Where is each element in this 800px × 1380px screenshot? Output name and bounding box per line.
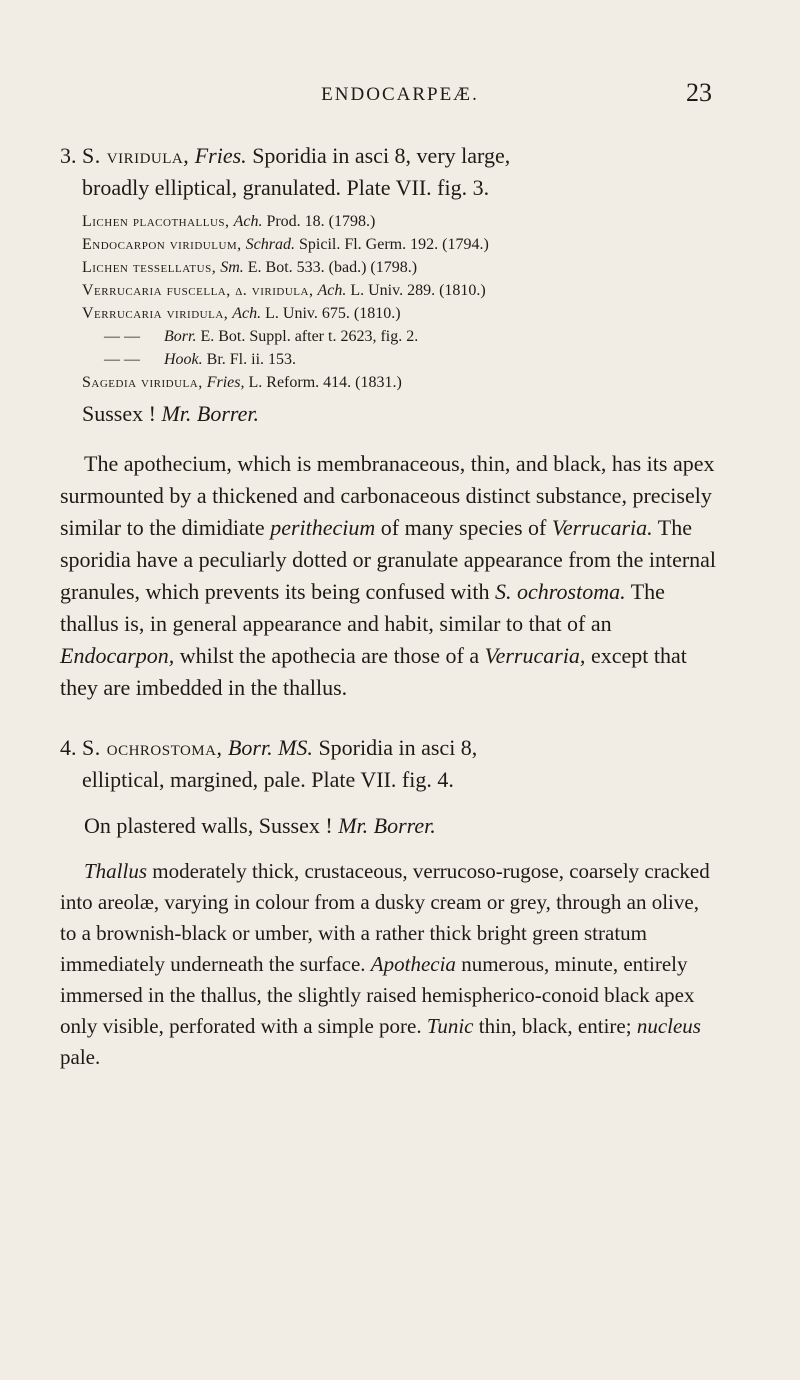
synonym: Lichen tessellatus, Sm. E. Bot. 533. (bad.) (1798.) bbox=[82, 259, 418, 276]
species-3-discussion: The apothecium, which is membranaceous, thin, and black, has its apex surmounted by a thickened and carbonaceous distinct substance, precisely similar to the dimidiate perithecium of many species of Verrucaria. The sporidia have a peculiarly dotted or granulate appearance from the internal granules, which prevents its being confused with S. ochrostoma. The thallus is, in general appearance and habit, similar to that of an Endocarpon, whilst the apothecia are those of a Verrucaria, except that they are imbedded in the thallus. bbox=[60, 451, 717, 700]
synonym: — — Borr. E. Bot. Suppl. after t. 2623, fig. 2. bbox=[104, 328, 419, 345]
species-name: S. viridula, bbox=[82, 143, 190, 168]
species-number: 4. bbox=[60, 735, 77, 760]
species-4-description: Thallus moderately thick, crustaceous, verrucoso-rugose, coarsely cracked into areolæ, varying in colour from a dusky cream or grey, through an olive, to a brownish-black or umber, with a rather thick bright green stratum immediately underneath the surface. Apothecia numerous, minute, entirely immersed in the thallus, the slightly raised hemispherico-conoid black apex only visible, perforated with a simple pore. Tunic thin, black, entire; nucleus pale. bbox=[60, 859, 710, 1069]
species-name: S. ochrostoma, bbox=[82, 735, 223, 760]
locality: Sussex ! Mr. Borrer. bbox=[82, 401, 260, 426]
running-title: ENDOCARPEÆ. bbox=[321, 84, 479, 105]
synonym: Verrucaria fuscella, δ. viridula, Ach. L. Univ. 289. (1810.) bbox=[82, 282, 486, 299]
synonym: Lichen placothallus, Ach. Prod. 18. (1798.) bbox=[82, 213, 376, 230]
diagnosis-line-1: Sporidia in asci 8, very large, bbox=[252, 143, 511, 168]
habitat: On plastered walls, Sussex ! Mr. Borrer. bbox=[84, 813, 436, 838]
running-head bbox=[0, 78, 800, 108]
species-4-heading bbox=[60, 732, 720, 796]
synonym: Sagedia viridula, Fries, L. Reform. 414. (1831.) bbox=[82, 374, 402, 391]
species-number: 3. bbox=[60, 143, 77, 168]
species-author: Borr. MS. bbox=[227, 735, 313, 760]
page-content bbox=[60, 140, 720, 1073]
species-author: Fries. bbox=[194, 143, 247, 168]
diagnosis-line-2: elliptical, margined, pale. Plate VII. fig. 4. bbox=[82, 767, 454, 792]
synonym: — — Hook. Br. Fl. ii. 153. bbox=[104, 351, 297, 368]
page-number: 23 bbox=[686, 78, 712, 107]
synonym: Verrucaria viridula, Ach. L. Univ. 675. (1810.) bbox=[82, 305, 401, 322]
synonym: Endocarpon viridulum, Schrad. Spicil. Fl. Germ. 192. (1794.) bbox=[82, 236, 489, 253]
diagnosis-line-2: broadly elliptical, granulated. Plate VII. fig. 3. bbox=[82, 175, 490, 200]
species-3-heading bbox=[60, 140, 720, 204]
diagnosis-line-1: Sporidia in asci 8, bbox=[318, 735, 478, 760]
